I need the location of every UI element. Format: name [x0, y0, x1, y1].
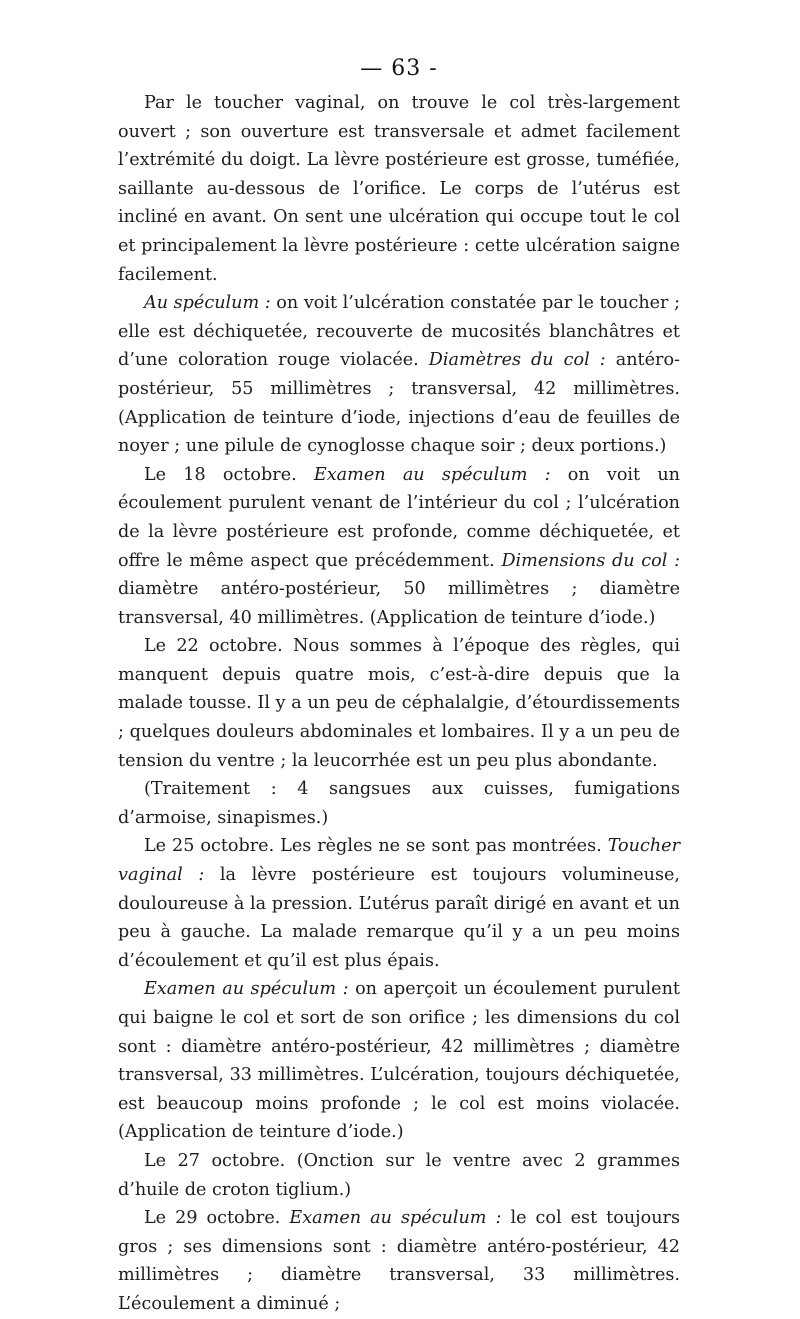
text-run: le col est toujours gros ; ses dimensions sont : diamètre antéro-postérieur, 42 millimètres ; diamètre transversal, 33 millimètres. L’écoulement a diminué ; [118, 1208, 680, 1314]
italic-run: Au spéculum : [144, 293, 271, 314]
text-run: on aperçoit un écoulement purulent qui baigne le col et sort de son orifice ; les dimensions du col sont : diamètre antéro-postérieur, 42 millimètres ; diamètre transversal, 33 millimètres. L’ulcération, toujours déchiquetée, est beaucoup moins profonde ; le col est moins violacée. (Application de teinture d’iode.) [118, 979, 680, 1143]
paragraph [118, 632, 680, 775]
paragraph [118, 832, 680, 975]
text-run: Le 25 octobre. Les règles ne se sont pas montrées. [144, 836, 608, 857]
text-run: Le 22 octobre. Nous sommes à l’époque des règles, qui manquent depuis quatre mois, c’est-à-dire depuis que la malade tousse. Il y a un peu de céphalalgie, d’étourdissements ; quelques douleurs abdominales et lombaires. Il y a un peu de tension du ventre ; la leucorrhée est un peu plus abondante. [118, 636, 680, 771]
italic-run: Examen au spéculum : [289, 1208, 502, 1229]
paragraph [118, 1204, 680, 1318]
text-run: la lèvre postérieure est toujours volumineuse, douloureuse à la pression. L’utérus paraît dirigé en avant et un peu à gauche. La malade remarque qu’il y a un peu moins d’écoulement et qu’il est plus épais. [118, 865, 680, 971]
italic-run: Toucher vaginal : [118, 836, 680, 886]
book-page [118, 56, 680, 1319]
text-run: (Traitement : 4 sangsues aux cuisses, fumigations d’armoise, sinapismes.) [118, 779, 680, 828]
paragraph [118, 89, 680, 289]
text-run: on voit l’ulcération constatée par le toucher ; elle est déchiquetée, recouverte de mucosités blanchâtres et d’une coloration rouge violacée. [118, 293, 680, 371]
body-text [118, 89, 680, 1319]
text-run: Le 27 octobre. (Onction sur le ventre avec 2 grammes d’huile de croton tiglium.) [118, 1150, 680, 1200]
italic-run: Examen au spéculum : [144, 979, 349, 1000]
text-run: Par le toucher vaginal, on trouve le col très-largement ouvert ; son ouverture est transversale et admet facilement l’extrémité du doigt. La lèvre postérieure est grosse, tuméfiée, saillante au-dessous de l’orifice. Le corps de l’utérus est incliné en avant. On sent une ulcération qui occupe tout le col et principalement la lèvre postérieure : cette ulcération saigne facilement. [118, 93, 680, 285]
text-run: Le 18 octobre. [144, 464, 314, 485]
text-run: diamètre antéro-postérieur, 50 millimètres ; diamètre transversal, 40 millimètres. (Application de teinture d’iode.) [118, 579, 680, 628]
page-number: — 63 - [360, 56, 438, 81]
paragraph [118, 775, 680, 832]
paragraph [118, 1147, 680, 1204]
italic-run: Dimensions du col : [501, 550, 681, 571]
paragraph [118, 975, 680, 1147]
text-run: on voit un écoulement purulent venant de l’intérieur du col ; l’ulcération de la lèvre postérieure est profonde, comme déchiquetée, et offre le même aspect que précédemment. [118, 464, 680, 571]
text-run: Le 29 octobre. [144, 1208, 290, 1229]
italic-run: Diamètres du col : [428, 350, 606, 371]
paragraph [118, 289, 680, 461]
italic-run: Examen au spéculum : [313, 464, 551, 485]
text-run: antéro-postérieur, 55 millimètres ; transversal, 42 millimètres. (Application de teinture d’iode, injections d’eau de feuilles de noyer ; une pilule de cynoglosse chaque soir ; deux portions.) [118, 350, 680, 457]
paragraph [118, 461, 680, 633]
